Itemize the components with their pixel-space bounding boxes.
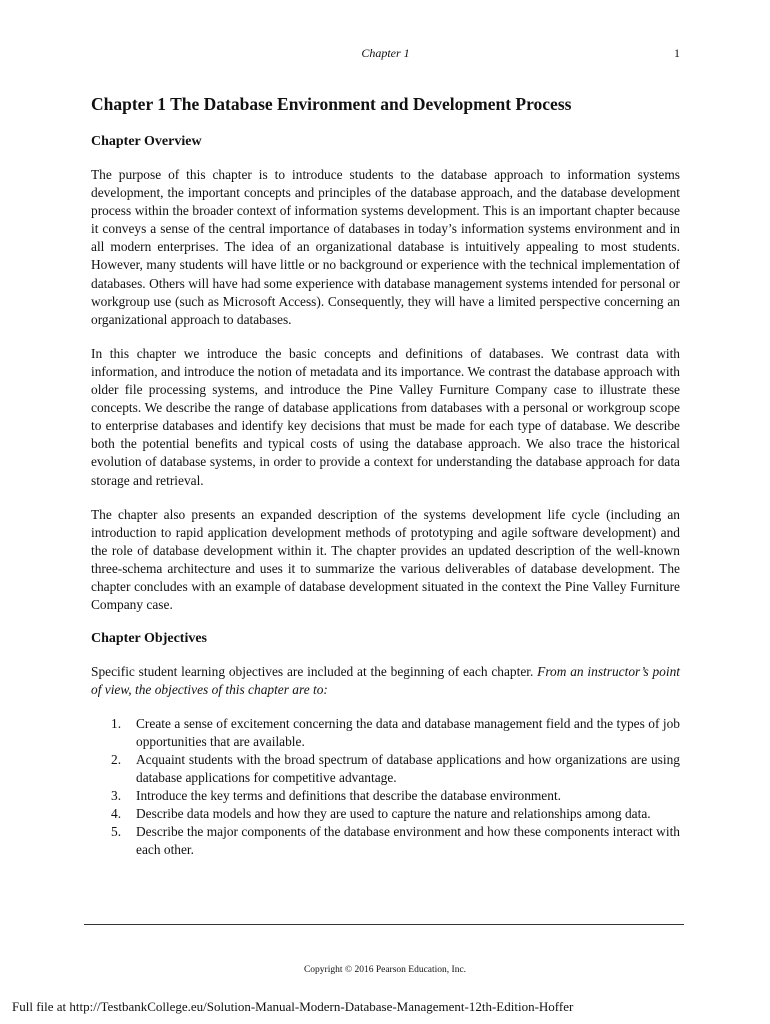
list-item: [91, 787, 680, 805]
list-item: [91, 823, 680, 859]
copyright-notice: Copyright © 2016 Pearson Education, Inc.: [303, 965, 467, 975]
list-item-text: Acquaint students with the broad spectrum of database applications and how organizations are using database applications for competitive advantage.: [136, 752, 680, 786]
overview-paragraph-1: The purpose of this chapter is to introduce students to the database approach to information systems development, the important concepts and principles of the database approach, and the database development process within the broader context of information systems development. This is an important chapter because it conveys a sense of the central importance of databases in today’s information systems environment and in all modern enterprises. The idea of an organizational database is intuitively appealing to most students. However, many students will have little or no background or experience with the technical implementation of databases. Others will have had some experience with database management systems intended for personal or workgroup use (such as Microsoft Access). Consequently, they will have a limited perspective concerning an organizational approach to databases.: [91, 167, 680, 327]
full-file-link[interactable]: Full file at http://TestbankCollege.eu/Solution-Manual-Modern-Database-Management-12th-Edition-Hoffer: [12, 999, 574, 1014]
chapter-title: Chapter 1 The Database Environment and Development Process: [91, 94, 572, 114]
overview-paragraph-3: The chapter also presents an expanded description of the systems development life cycle (including an introduction to rapid application development methods of prototyping and agile software development) and the role of database development within it. The chapter provides an updated description of the well-known three-schema architecture and uses it to summarize the various deliverables of database development. The chapter concludes with an example of database development situated in the context the Pine Valley Furniture Company case.: [91, 506, 680, 613]
page-body: [91, 93, 680, 859]
footer-divider: [84, 924, 684, 925]
objectives-heading: Chapter Objectives: [91, 631, 207, 647]
running-header-chapter: Chapter 1: [361, 46, 410, 60]
objectives-intro-text: Specific student learning objectives are included at the beginning of each chapter.: [91, 664, 538, 680]
list-item-number: 2.: [111, 752, 122, 768]
list-item-number: 4.: [111, 806, 122, 822]
list-item-number: 1.: [111, 716, 122, 732]
list-item: [91, 751, 680, 787]
list-item-text: Create a sense of excitement concerning the data and database management field and the types of job opportunities that are available.: [136, 716, 680, 750]
overview-heading: Chapter Overview: [91, 134, 202, 149]
list-item-text: Describe the major components of the database environment and how these components interact with each other.: [136, 824, 680, 858]
list-item: [91, 715, 680, 751]
overview-paragraph-2: In this chapter we introduce the basic concepts and definitions of databases. We contrast data with information, and introduce the notion of metadata and its importance. We contrast the database approach with older file processing systems, and introduce the Pine Valley Furniture Company case to illustrate these concepts. We describe the range of database applications from databases with a personal or workgroup scope to enterprise databases and identify key decisions that must be made for each type of database. We describe both the potential benefits and typical costs of using the database approach. We also trace the historical evolution of database systems, in order to provide a context for understanding the database approach for data storage and retrieval.: [91, 345, 680, 488]
page-number: 1: [674, 46, 680, 60]
objectives-intro: [91, 663, 680, 699]
running-header: [91, 46, 680, 64]
objectives-intro-italic: From an instructor’s point of view, the objectives of this chapter are to:: [91, 664, 681, 698]
list-item-number: 3.: [111, 788, 122, 804]
list-item-number: 5.: [111, 824, 122, 840]
list-item-text: Introduce the key terms and definitions that describe the database environment.: [136, 788, 562, 804]
list-item: [91, 805, 680, 823]
list-item-text: Describe data models and how they are used to capture the nature and relationships among data.: [136, 806, 651, 822]
objectives-list: [91, 715, 680, 859]
